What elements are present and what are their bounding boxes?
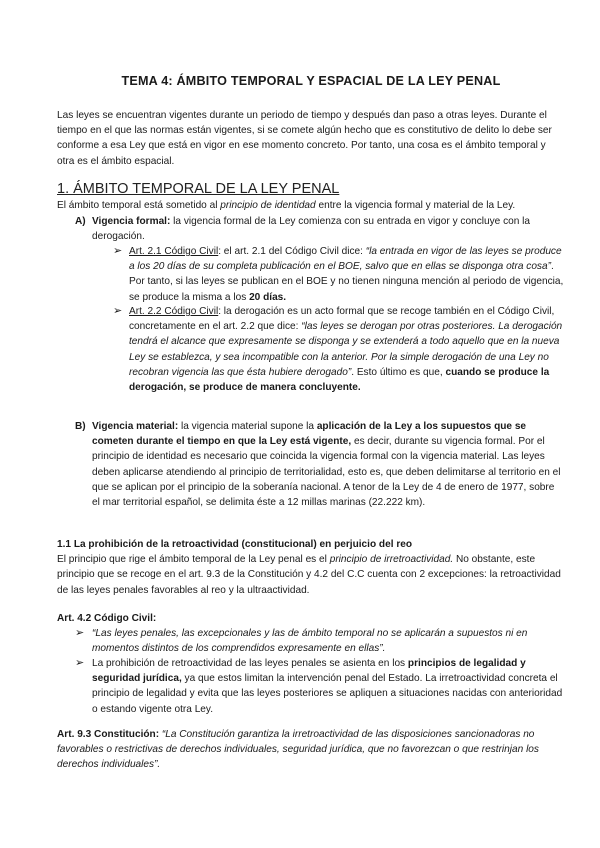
section-1-heading: 1. ÁMBITO TEMPORAL DE LA LEY PENAL <box>57 181 340 197</box>
art-4-2-heading: Art. 4.2 Código Civil: <box>57 613 157 624</box>
section-1-1: 1.1 La prohibición de la retroactividad (constitucional) en perjuicio del reo El principio que rige el ámbito temporal de la Ley penal es el principio de irretroactividad. No obstante, este principio que se recoge en el art. 9.3 de la Constitución y 4.2 del C.C cuenta con 2 excepciones: la retroactividad de las leyes penales favorables al reo y la ultraactividad. <box>57 537 565 598</box>
art-4-2 <box>57 611 565 626</box>
bullet-art-2-1: ➢ Art. 2.1 Código Civil: el art. 2.1 del Código Civil dice: “la entrada en vigor de las leyes se produce a los 20 días de su completa publicación en el BOE, salvo que en ellas se disponga otra cosa”. Por tanto, si las leyes se publican en el BOE y no tienen ninguna mención al periodo de vigencia, se produce la misma a los 20 días. <box>113 245 564 303</box>
item-vigencia-formal: A) Vigencia formal: la vigencia formal de la Ley comienza con su entrada en vigor y concluye con la derogación. <box>75 216 531 243</box>
section-1-1-heading: 1.1 La prohibición de la retroactividad (constitucional) en perjuicio del reo <box>57 539 413 550</box>
page-title: TEMA 4: ÁMBITO TEMPORAL Y ESPACIAL DE LA LEY PENAL <box>121 74 501 88</box>
item-letter-b: B) <box>75 421 86 432</box>
bullet-arrow-icon: ➢ <box>113 305 123 317</box>
item-vigencia-material: B) Vigencia material: la vigencia material supone la aplicación de la Ley a los supuestos que se cometen durante el tiempo en que la Ley está vigente, es decir, durante su vigencia formal. Por el principio de identidad es necesario que coincida la vigencia formal con la vigencia material. Las leyes deben aplicarse atendiendo al principio de territorialidad, esto es, que deben delimitarse al territorio en el que se aplican por el principio de la soberanía nacional. A tenor de la Ley de 4 de enero de 1977, sobre el mar territorial español, se delimita éste a 12 millas marinas (22.222 km). <box>75 421 561 509</box>
item-letter-a: A) <box>75 216 86 227</box>
art-4-2-bullet-2: ➢ La prohibición de retroactividad de las leyes penales se asienta en los principios de legalidad y seguridad jurídica, ya que estos limitan la intervención penal del Estado. La irretroactividad concreta el principio de legalidad y evita que las leyes posteriores se apliquen a situaciones nacidas con anterioridad o estando vigente otra Ley. <box>75 657 563 715</box>
bullet-arrow-icon: ➢ <box>75 657 85 669</box>
intro-paragraph: Las leyes se encuentran vigentes durante un periodo de tiempo y después dan paso a otras leyes. Durante el tiempo en el que las normas están vigentes, si se comete algún hecho que es constitutivo de delito lo debe ser conforme a esa Ley que está en vigor en ese momento concreto. Por tanto, una cosa es el ámbito temporal y otra es el ámbito espacial. <box>57 110 552 167</box>
bullet-arrow-icon: ➢ <box>75 627 85 639</box>
section-1-lead: El ámbito temporal está sometido al principio de identidad entre la vigencia formal y material de la Ley. <box>57 200 516 211</box>
art-4-2-bullet-1: ➢ “Las leyes penales, las excepcionales y las de ámbito temporal no se aplicarán a supuestos ni en momentos distintos de los comprendidos expresamente en ellas”. <box>75 627 528 655</box>
bullet-art-2-2: ➢ Art. 2.2 Código Civil: la derogación es un acto formal que se recoge también en el Código Civil, concretamente en el art. 2.2 que dice: “las leyes se derogan por otras posteriores. La derogación tendrá el alcance que expresamente se disponga y se extenderá a todo aquello que en la nueva Ley se establezca, y sea incompatible con la anterior. Por la simple derogación de una Ley no recobran vigencia las que ésta hubiere derogado”. Esto último es que, cuando se produce la derogación, se produce de manera concluyente. <box>113 305 563 394</box>
art-9-3: Art. 9.3 Constitución: “La Constitución garantiza la irretroactividad de las disposiciones sancionadoras no favorables o restrictivas de derechos individuales, seguridad jurídica, que no favorezcan o que restrinjan los derechos individuales”. <box>57 729 539 771</box>
section-1 <box>57 180 565 213</box>
bullet-arrow-icon: ➢ <box>113 245 123 257</box>
